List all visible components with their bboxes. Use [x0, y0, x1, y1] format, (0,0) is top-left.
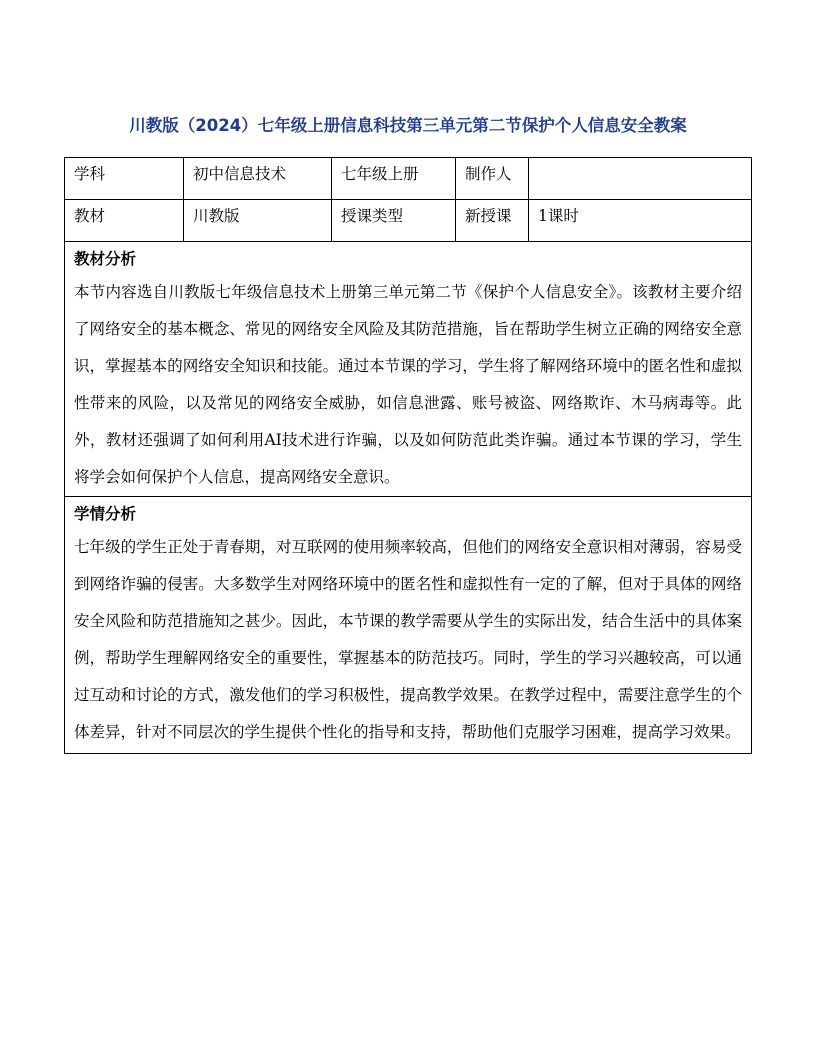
textbook-value: 川教版 [193, 207, 240, 225]
textbook-analysis-heading: 教材分析 [74, 250, 137, 268]
table-cell [184, 200, 332, 242]
table-cell [529, 200, 752, 242]
textbook-analysis-cell [65, 242, 752, 497]
textbook-analysis-body: 本节内容选自川教版七年级信息技术上册第三单元第二节《保护个人信息安全》。该教材主要介绍了网络安全的基本概念、常见的网络安全风险及其防范措施，旨在帮助学生树立正确的网络安全意识，掌握基本的网络安全知识和技能。通过本节课的学习，学生将了解网络环境中的匿名性和虚拟性带来的风险，以及常见的网络安全威胁，如信息泄露、账号被盗、网络欺诈、木马病毒等。此外，教材还强调了如何利用AI技术进行诈骗，以及如何防范此类诈骗。通过本节课的学习，学生将学会如何保护个人信息，提高网络安全意识。 [74, 283, 742, 486]
table-cell [65, 200, 184, 242]
document-title: 川教版（2024）七年级上册信息科技第三单元第二节保护个人信息安全教案 [129, 116, 687, 135]
author-value [529, 158, 751, 163]
student-analysis-heading: 学情分析 [74, 505, 137, 523]
table-cell [332, 200, 456, 242]
section-row-textbook-analysis [65, 242, 752, 497]
table-cell [184, 158, 332, 200]
lesson-type-value: 新授课 [465, 207, 512, 225]
subject-value: 初中信息技术 [193, 165, 287, 183]
info-row-subject [65, 158, 752, 200]
author-label: 制作人 [465, 165, 512, 183]
table-cell [456, 158, 529, 200]
table-cell [65, 158, 184, 200]
student-analysis-body: 七年级的学生正处于青春期，对互联网的使用频率较高，但他们的网络安全意识相对薄弱，容易受到网络诈骗的侵害。大多数学生对网络环境中的匿名性和虚拟性有一定的了解，但对于具体的网络安全风险和防范措施知之甚少。因此，本节课的教学需要从学生的实际出发，结合生活中的具体案例，帮助学生理解网络安全的重要性，掌握基本的防范技巧。同时，学生的学习兴趣较高，可以通过互动和讨论的方式，激发他们的学习积极性，提高教学效果。在教学过程中，需要注意学生的个体差异，针对不同层次的学生提供个性化的指导和支持，帮助他们克服学习困难，提高学习效果。 [74, 538, 742, 741]
class-hours-value: 1课时 [538, 207, 579, 225]
lesson-info-table [64, 157, 752, 754]
lesson-type-label: 授课类型 [341, 207, 404, 225]
table-cell [332, 158, 456, 200]
textbook-label: 教材 [74, 207, 106, 225]
grade-value: 七年级上册 [341, 165, 419, 183]
table-cell [456, 200, 529, 242]
subject-label: 学科 [74, 165, 106, 183]
info-row-textbook [65, 200, 752, 242]
section-row-student-analysis [65, 497, 752, 754]
table-cell [529, 158, 752, 200]
student-analysis-cell [65, 497, 752, 754]
